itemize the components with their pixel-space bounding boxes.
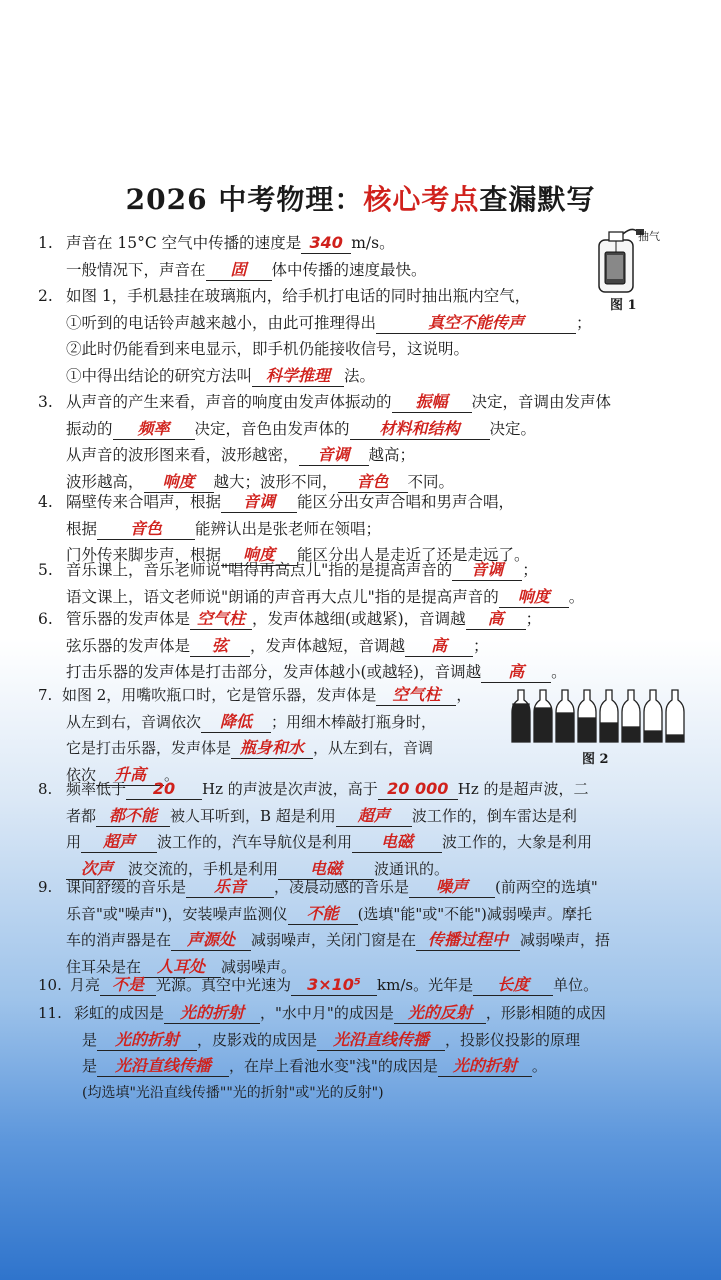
q4-answer-3: 响度 [221,545,297,566]
q6-number: 6. [38,610,53,628]
q5-text: ； [522,561,538,579]
question-7 [38,682,471,788]
q7-text: 它是打击乐器，发声体是 [66,739,232,757]
q2-text: ②此时仍能看到来电显示，即手机仍能接收信号，这说明。 [66,340,470,358]
q11-text: 彩虹的成因是 [74,1004,165,1022]
q6-answer-2: 高 [466,609,526,630]
q8-answer-4: 超声 [336,806,412,827]
q8-text: 用 [66,833,82,851]
q6-text: 管乐器的发声体是 [66,610,191,628]
q2-text: ①听到的电话铃声越来越小，由此可推理得出 [66,313,377,332]
q7-answer-2: 降低 [201,712,271,733]
q7-text: 如图 2，用嘴吹瓶口时，它是管乐器，发声体是 [62,686,377,704]
q10-answer-1: 不是 [100,975,156,996]
q3-answer-6: 音色 [338,472,408,493]
q9-text: 减弱噪声，关闭门窗是在 [251,931,417,949]
q1-text: 声音在 15°C 空气中传播的速度是 [66,234,302,252]
q2-text: 法。 [344,366,376,385]
question-6 [38,606,567,686]
title-suffix: 查漏默写 [479,183,596,216]
question-2 [38,283,592,389]
q11-text: 是 [82,1057,98,1075]
q9-answer-2: 噪声 [409,877,495,898]
q3-number: 3. [38,393,53,411]
q4-text: 根据 [66,519,98,538]
q7-answer-1: 空气柱 [376,685,456,706]
q6-text: ，发声体越细(或越紧)，音调越 [252,610,466,628]
q2-answer-1: 真空不能传声 [376,313,576,334]
q11-text: ，形影相随的成因 [485,1004,606,1022]
q11-answer-6: 光的折射 [438,1056,532,1077]
q6-answer-1: 空气柱 [190,609,252,630]
q3-text: 决定，音色由发声体的 [194,419,350,438]
q11-answer-1: 光的折射 [164,1003,260,1024]
q4-text: 门外传来脚步声，根据 [66,546,222,564]
q8-text: 波工作的，大象是利用 [442,833,593,851]
q9-answer-4: 声源处 [171,930,251,951]
q8-answer-7: 次声 [66,859,128,880]
figure-2-bottles [510,686,686,766]
q11-text: 。 [531,1057,547,1075]
q3-answer-2: 频率 [113,419,195,440]
title-highlight: 核心考点 [363,183,480,216]
q11-text: ，在岸上看池水变"浅"的成因是 [229,1057,438,1075]
q3-text: 从声音的波形图来看，波形越密， [66,446,299,464]
question-5 [38,557,584,610]
q8-text: 被人耳听到，B 超是利用 [170,806,336,825]
q2-text: ； [576,313,592,332]
q7-answer-3: 瓶身和水 [231,738,313,759]
q8-text: 波通讯的。 [374,859,450,878]
q6-answer-5: 高 [481,662,551,683]
q8-text: 者都 [66,806,97,825]
q11-answer-4: 光沿直线传播 [317,1030,445,1051]
q3-text: 决定。 [489,419,537,438]
q4-answer-1: 音调 [221,492,297,513]
q1-number: 1. [38,234,53,252]
q9-number: 9. [38,878,53,896]
q10-number: 10. [38,976,62,994]
q9-text: 课间舒缓的音乐是 [66,878,187,896]
q4-answer-2: 音色 [97,519,195,540]
q10-answer-3: 长度 [473,975,553,996]
q9-text: 减弱噪声，捂 [520,931,611,949]
q7-text: ， [456,686,472,704]
q6-text: ，发声体越短，音调越 [250,636,406,655]
q6-text: ； [473,636,489,655]
q8-text: 波交流的，手机是利用 [128,859,279,878]
q8-text: Hz 的声波是次声波，高于 [202,780,378,798]
q5-answer-2: 响度 [499,587,569,608]
q7-answer-4: 升高 [96,765,164,786]
q1-answer-2: 固 [206,260,272,281]
q3-answer-3: 材料和结构 [350,419,490,440]
q7-text: 。 [164,765,180,784]
q2-number: 2. [38,287,53,305]
q10-text: 单位。 [553,976,599,994]
q8-answer-3: 都不能 [96,806,170,827]
q7-number: 7. [38,686,53,704]
q11-answer-3: 光的折射 [97,1030,197,1051]
q9-text: (选填"能"或"不能")减弱噪声。摩托 [357,904,592,923]
q11-answer-5: 光沿直线传播 [97,1056,229,1077]
q9-text: 车的消声器是在 [66,931,172,949]
q8-answer-2: 20 000 [378,779,458,800]
q4-number: 4. [38,493,53,511]
q8-number: 8. [38,780,53,798]
q9-answer-3: 不能 [288,904,358,925]
question-3 [38,389,611,495]
q10-answer-2: 3×10⁵ [291,975,377,996]
q7-text: 从左到右，音调依次 [66,712,202,731]
q7-text: 依次 [66,765,97,784]
q3-text: 不同。 [407,472,455,491]
q8-text: 波工作的，倒车雷达是利 [411,806,577,825]
q4-text: 隔壁传来合唱声，根据 [66,493,222,511]
q6-text: ； [525,610,542,628]
q1-text: 体中传播的速度最快。 [271,260,427,279]
q2-answer-2: 科学推理 [252,366,344,387]
q9-answer-5: 传播过程中 [416,930,520,951]
q3-text: 越高； [368,446,416,464]
q1-answer-1: 340 [301,233,351,254]
q10-text: 光源。真空中光速为 [156,976,292,994]
q8-text: Hz 的是超声波，二 [457,780,589,798]
q7-text: ，从左到右，音调 [313,739,434,757]
q3-text: 波形越高， [66,472,144,491]
q6-text: 弦乐器的发声体是 [66,636,191,655]
bottles-illustration [510,686,686,746]
q11-text: ，"水中月"的成因是 [260,1004,394,1022]
q7-text: ；用细木棒敲打瓶身时， [271,712,437,731]
q9-text: ，凌晨动感的音乐是 [274,878,410,896]
q9-text: 减弱噪声。 [221,957,297,976]
q4-text: 能辨认出是张老师在领唱； [195,519,382,538]
q6-answer-4: 高 [405,636,473,657]
q3-answer-4: 音调 [299,445,369,466]
q2-text: 如图 1，手机悬挂在玻璃瓶内，给手机打电话的同时抽出瓶内空气， [66,287,531,305]
q8-answer-8: 电磁 [278,859,374,880]
q5-text: 。 [568,587,585,606]
q3-answer-5: 响度 [144,472,214,493]
question-8 [38,776,592,882]
q8-answer-5: 超声 [81,832,157,853]
q6-answer-3: 弦 [190,636,250,657]
pump-label: 抽气 [638,230,660,243]
q9-text: 住耳朵是在 [66,957,142,976]
q9-text: (前两空的选填" [495,878,598,896]
q8-answer-6: 电磁 [352,832,442,853]
figure-1-bell-jar [594,222,664,312]
q1-text: m/s。 [351,234,395,252]
q8-text: 波工作的，汽车导航仪是利用 [157,833,353,851]
q1-text: 一般情况下，声音在 [66,260,206,279]
question-11 [38,1000,606,1106]
q4-text: 能区分出女声合唱和男声合唱， [297,493,515,511]
q6-text: 。 [551,663,567,681]
q5-text: 语文课上，语文老师说"朗诵的声音再大点儿"指的是提高声音的 [66,587,499,606]
q3-text: 从声音的产生来看，声音的响度由发声体振动的 [66,393,392,411]
q9-answer-6: 人耳处 [141,957,221,978]
q4-text: 能区分出人是走近了还是走远了。 [297,546,530,564]
q3-answer-1: 振幅 [392,392,472,413]
q3-text: 越大；波形不同， [213,472,338,491]
figure-2-label: 图 2 [582,752,609,767]
q3-text: 决定，音调由发声体 [471,393,612,411]
q5-number: 5. [38,561,53,579]
q11-text: ，投影仪投影的原理 [445,1030,581,1049]
q2-text: ①中得出结论的研究方法叫 [66,366,253,385]
q10-text: km/s。光年是 [377,976,474,994]
question-10 [38,972,598,999]
q5-answer-1: 音调 [452,560,522,581]
q8-text: 频率低于 [66,780,127,798]
q11-number: 11. [38,1004,62,1022]
q11-text: ，皮影戏的成因是 [197,1030,318,1049]
q3-text: 振动的 [66,419,113,438]
q11-text: 是 [82,1030,98,1049]
q8-answer-1: 20 [126,779,202,800]
question-9 [38,874,610,980]
q9-text: 乐音"或"噪声")，安装噪声监测仪 [66,904,288,923]
q6-text: 打击乐器的发声体是打击部分，发声体越小(或越轻)，音调越 [66,663,482,681]
figure-1-label: 图 1 [610,298,637,313]
title-prefix: 2026 中考物理： [125,183,364,216]
question-1 [38,230,427,283]
page-title [0,178,721,218]
q5-text: 音乐课上，音乐老师说"唱得再高点儿"指的是提高声音的 [66,561,453,579]
q9-answer-1: 乐音 [186,877,274,898]
q11-answer-2: 光的反射 [394,1003,486,1024]
q11-note: (均选填"光沿直线传播""光的折射"或"光的反射") [82,1084,384,1101]
q10-text: 月亮 [70,976,101,994]
